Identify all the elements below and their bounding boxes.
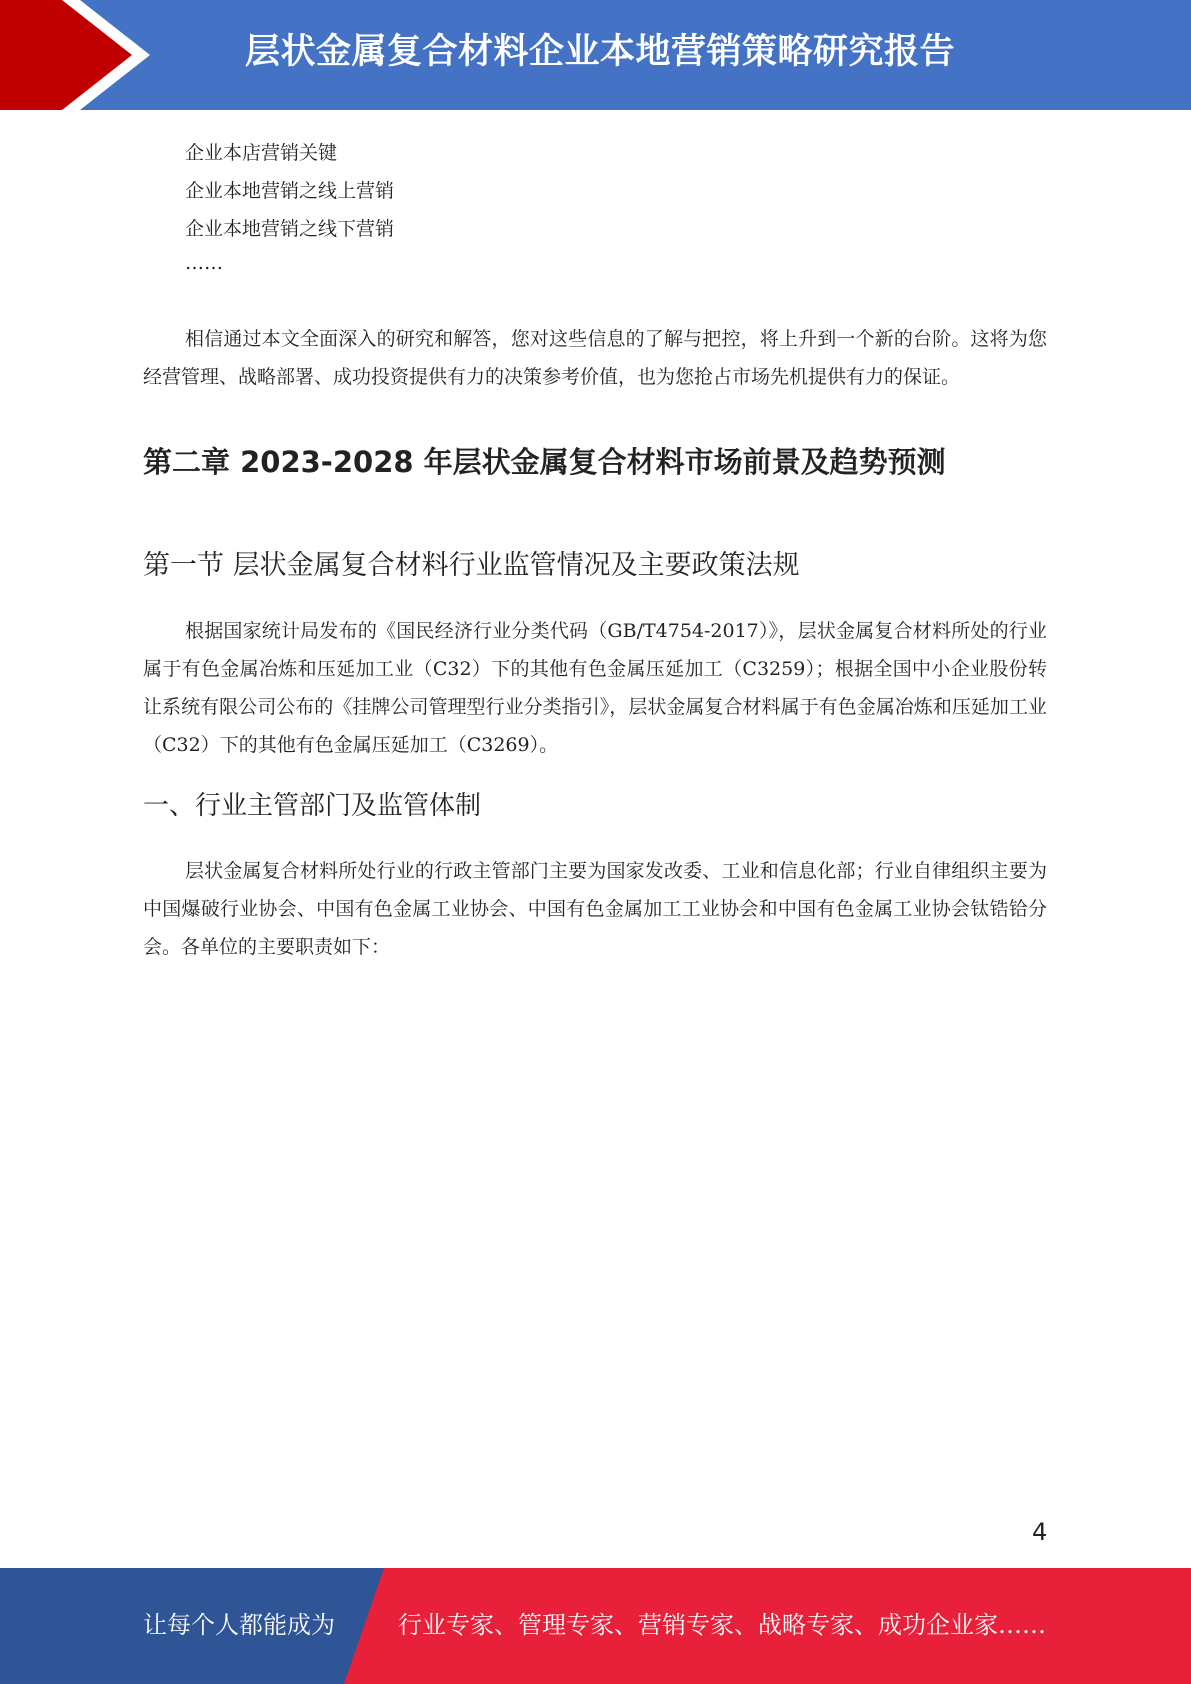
section-heading: 第一节 层状金属复合材料行业监管情况及主要政策法规: [143, 550, 800, 581]
list-item: 企业本地营销之线上营销: [185, 180, 395, 202]
page-content: [143, 134, 1047, 966]
chapter-heading: 第二章 2023-2028 年层状金属复合材料市场前景及趋势预测: [143, 445, 946, 479]
classification-paragraph: 根据国家统计局发布的《国民经济行业分类代码（GB/T4754-2017）》，层状金属复合材料所处的行业属于有色金属冶炼和压延加工业（C32）下的其他有色金属压延加工（C3259）；根据全国中小企业股份转让系统有限公司公布的《挂牌公司管理型行业分类指引》，层状金属复合材料属于有色金属冶炼和压延加工业（C32）下的其他有色金属压延加工（C3269）。: [143, 620, 1047, 756]
intro-paragraph: 相信通过本文全面深入的研究和解答，您对这些信息的了解与把控，将上升到一个新的台阶。这将为您经营管理、战略部署、成功投资提供有力的决策参考价值，也为您抢占市场先机提供有力的保证。: [143, 328, 1047, 388]
footer-slogan-right: 行业专家、管理专家、营销专家、战略专家、成功企业家……: [398, 1611, 1046, 1639]
footer-slogan-left: 让每个人都能成为: [143, 1611, 335, 1639]
document-title: 层状金属复合材料企业本地营销策略研究报告: [245, 32, 956, 72]
header-banner: [0, 0, 1191, 110]
list-item: 企业本地营销之线下营销: [185, 218, 395, 240]
subsection-heading: 一、行业主管部门及监管体制: [143, 791, 482, 821]
red-arrow-shape: [0, 0, 148, 110]
regulators-paragraph: 层状金属复合材料所处行业的行政主管部门主要为国家发改委、工业和信息化部；行业自律组织主要为中国爆破行业协会、中国有色金属工业协会、中国有色金属加工工业协会和中国有色金属工业协会钛锆铪分会。各单位的主要职责如下：: [143, 860, 1047, 958]
list-item: 企业本店营销关键: [185, 142, 338, 164]
list-ellipsis: ……: [185, 252, 223, 274]
page-number: 4: [1032, 1518, 1048, 1546]
footer-banner: [0, 1568, 1191, 1684]
